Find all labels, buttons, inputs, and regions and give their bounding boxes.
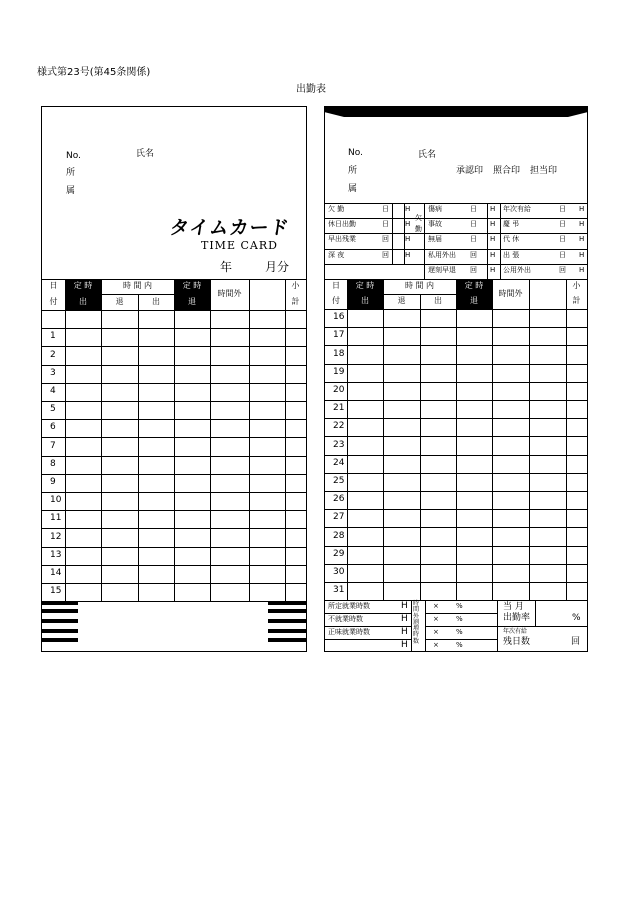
absence-vertical-label: 欠勤 [415, 214, 422, 233]
time-card-logo: タイムカード [168, 217, 291, 239]
left-name-label: 氏名 [136, 149, 155, 159]
row-line [325, 546, 587, 547]
summary-right-pre: 日 [559, 220, 566, 229]
summary-left-unit: H [405, 235, 411, 244]
summary-mid-label: 無届 [428, 235, 442, 244]
left-no-label: No. [66, 151, 81, 161]
footer-row-unit: H [401, 627, 408, 637]
grid-line [411, 600, 412, 652]
row-line [325, 418, 587, 419]
day-number: 31 [333, 585, 345, 596]
row-line [325, 473, 587, 474]
summary-mid-unit: H [490, 235, 496, 244]
left-dept-label-1: 所 [66, 168, 76, 178]
day-number: 7 [50, 440, 56, 451]
row-line [42, 601, 306, 602]
time-card-en-label: TIME CARD [201, 239, 278, 252]
scheduled-in-label-2: 出 [361, 296, 369, 306]
row-line [325, 564, 587, 565]
date-header-1: 日 [49, 281, 58, 291]
row-line [42, 419, 306, 420]
row-line [42, 437, 306, 438]
day-number: 3 [50, 367, 56, 378]
grid-line [487, 203, 488, 279]
right-dept-label-2: 属 [348, 184, 358, 194]
grid-line [424, 203, 425, 279]
summary-mid-unit: H [490, 220, 496, 229]
day-number: 17 [333, 330, 345, 341]
day-number: 4 [50, 385, 56, 396]
row-line [42, 328, 306, 329]
right-dept-label-1: 所 [348, 166, 358, 176]
footer-row-unit: H [401, 640, 408, 650]
summary-mid-pre: 回 [470, 265, 477, 274]
row-line [325, 364, 587, 365]
scheduled-in-label-1: 定 時 [73, 281, 93, 291]
summary-left-label: 深 夜 [328, 250, 345, 259]
summary-right-unit: H [579, 265, 585, 274]
day-number: 5 [50, 404, 56, 415]
left-year-label: 年 [220, 260, 233, 274]
summary-mid-pre: 日 [470, 235, 477, 244]
left-dept-label-2: 属 [66, 186, 76, 196]
grid-line [420, 294, 421, 600]
row-line [42, 528, 306, 529]
summary-right-pre: 日 [559, 235, 566, 244]
grid-line [138, 294, 139, 601]
day-number: 19 [333, 366, 345, 377]
scheduled-out-label-2: 退 [470, 296, 478, 306]
grid-line [535, 600, 536, 626]
day-number: 28 [333, 530, 345, 541]
attendance-rate-unit: % [572, 613, 581, 623]
check-stamp-label: 照合印 [493, 166, 521, 176]
day-number: 16 [333, 312, 345, 323]
row-line [325, 509, 587, 510]
summary-left-unit: H [405, 250, 411, 259]
summary-right-pre: 回 [559, 265, 566, 274]
footer-row-line [325, 626, 411, 627]
summary-right-label: 慶 弔 [503, 220, 520, 229]
subtotal-header-2: 計 [572, 296, 581, 306]
summary-right-unit: H [579, 205, 585, 213]
during-in-label: 出 [434, 296, 442, 306]
subtotal-header-1: 小 [572, 281, 581, 291]
footer-row-unit: H [401, 601, 408, 611]
row-line [42, 383, 306, 384]
summary-mid-pre: 回 [470, 250, 477, 259]
current-month-label: 当 月 [503, 602, 524, 612]
summary-mid-label: 傷病 [428, 205, 442, 213]
summary-left-pre: 回 [382, 250, 389, 259]
during-out-label: 退 [397, 296, 406, 306]
grid-line [500, 203, 501, 279]
summary-right-label: 代 休 [503, 235, 520, 244]
day-number: 30 [333, 566, 345, 577]
summary-left-unit: H [405, 220, 411, 229]
summary-mid-unit: H [490, 265, 496, 274]
row-line [42, 401, 306, 402]
right-name-label: 氏名 [418, 150, 437, 160]
summary-mid-label: 遅刻早退 [428, 265, 456, 274]
attendance-rate-label: 出勤率 [503, 613, 531, 623]
scheduled-out-label-1: 定 時 [464, 281, 484, 291]
right-card-top-band [324, 106, 588, 118]
summary-left-pre: 回 [382, 235, 389, 244]
day-number: 1 [50, 331, 56, 342]
summary-right-unit: H [579, 250, 585, 259]
day-number: 13 [50, 549, 62, 560]
summary-row-line [325, 233, 587, 234]
footer-row-line [425, 639, 497, 640]
summary-row-line [325, 264, 587, 265]
scheduled-in-label-2: 出 [79, 296, 87, 306]
summary-mid-pre: 日 [470, 205, 477, 213]
summary-right-label: 出 張 [503, 250, 520, 259]
day-number: 23 [333, 439, 345, 450]
row-line [42, 565, 306, 566]
footer-row-line [325, 639, 411, 640]
remaining-count-unit: 回 [571, 637, 581, 647]
row-line [42, 510, 306, 511]
day-number: 22 [333, 421, 345, 432]
summary-mid-unit: H [490, 250, 496, 259]
right-no-label: No. [348, 148, 363, 158]
summary-right-pre: 日 [559, 205, 566, 213]
row-line [325, 582, 587, 583]
summary-left-pre: 日 [382, 205, 389, 213]
charge-stamp-label: 担当印 [530, 166, 558, 176]
day-number: 25 [333, 475, 345, 486]
day-number: 6 [50, 422, 56, 433]
approval-stamp-label: 承認印 [456, 166, 484, 176]
summary-right-label: 公用外出 [503, 265, 531, 274]
date-header-1: 日 [332, 281, 340, 291]
footer-row-unit: H [401, 614, 408, 624]
summary-left-label: 早出残業 [328, 235, 356, 244]
overtime-header: 時間外 [498, 288, 523, 298]
during-hours-label: 時 間 内 [404, 281, 435, 291]
day-number: 29 [333, 548, 345, 559]
row-line [325, 345, 587, 346]
footer-line [497, 626, 587, 627]
summary-right-label: 年次有給 [503, 205, 531, 213]
summary-left-label: 休日出勤 [328, 220, 356, 229]
left-month-label: 月分 [265, 260, 290, 274]
footer-multiplier: × [433, 641, 439, 649]
summary-row-line [325, 218, 587, 219]
summary-top-line [325, 203, 587, 204]
footer-row-label: 所定就業時数 [328, 602, 370, 610]
summary-left-label: 欠 勤 [328, 205, 345, 213]
day-number: 9 [50, 476, 56, 487]
footer-multiplier: × [433, 602, 439, 610]
row-line [42, 456, 306, 457]
day-number: 12 [50, 531, 62, 542]
during-in-label: 出 [152, 296, 160, 306]
row-line [42, 365, 306, 366]
summary-mid-pre: 日 [470, 220, 477, 229]
summary-left-pre: 日 [382, 220, 389, 229]
paid-leave-label: 年次有給 [503, 628, 528, 635]
day-number: 24 [333, 457, 345, 468]
form-number: 様式第23号(第45条関係) [37, 67, 151, 78]
row-line [42, 474, 306, 475]
day-number: 18 [333, 348, 345, 359]
scheduled-out-label-1: 定 時 [182, 281, 202, 291]
row-line [325, 400, 587, 401]
day-number: 11 [50, 513, 62, 524]
during-hours-label: 時 間 内 [122, 281, 153, 291]
summary-right-pre: 日 [559, 250, 566, 259]
summary-left-unit: H [405, 205, 411, 213]
summary-mid-label: 私用外出 [428, 250, 456, 259]
row-line [325, 436, 587, 437]
footer-row-line [425, 613, 497, 614]
row-line [42, 547, 306, 548]
row-line [325, 491, 587, 492]
footer-percent: % [456, 641, 463, 649]
footer-multiplier: × [433, 628, 439, 636]
row-line [42, 492, 306, 493]
form-title: 出勤表 [296, 84, 326, 95]
day-number: 10 [50, 495, 62, 506]
day-number: 20 [333, 384, 345, 395]
day-number: 15 [50, 586, 62, 597]
scheduled-out-label-2: 退 [188, 296, 196, 306]
subtotal-header-1: 小 [291, 281, 300, 291]
row-line [325, 327, 587, 328]
footer-multiplier: × [433, 615, 439, 623]
scheduled-in-label-1: 定 時 [355, 281, 375, 291]
subtotal-header-2: 計 [291, 296, 300, 306]
footer-row-label: 不就業時数 [328, 615, 363, 623]
day-number: 2 [50, 349, 56, 360]
footer-row-label: 正味就業時数 [328, 628, 370, 636]
date-header-2: 付 [332, 296, 340, 306]
footer-row-line [425, 626, 497, 627]
footer-percent: % [456, 615, 463, 623]
footer-percent: % [456, 602, 463, 610]
grid-line [392, 203, 393, 264]
date-header-2: 付 [49, 296, 58, 306]
footer-row-line [325, 613, 411, 614]
row-line [42, 583, 306, 584]
summary-mid-label: 事故 [428, 220, 442, 229]
day-number: 21 [333, 403, 345, 414]
summary-mid-unit: H [490, 205, 496, 213]
overtime-premium-vertical-label: 時間外割増時数 [413, 600, 420, 645]
row-line [325, 455, 587, 456]
footer-percent: % [456, 628, 463, 636]
overtime-header: 時間外 [217, 289, 242, 299]
day-number: 26 [333, 494, 345, 505]
during-out-label: 退 [115, 296, 124, 306]
summary-row-line [325, 249, 587, 250]
day-number: 14 [50, 567, 62, 578]
day-number: 8 [50, 458, 56, 469]
remaining-days-label: 残日数 [503, 637, 531, 647]
row-line [325, 527, 587, 528]
row-line [325, 382, 587, 383]
row-line [42, 346, 306, 347]
day-number: 27 [333, 512, 345, 523]
summary-right-unit: H [579, 220, 585, 229]
summary-right-unit: H [579, 235, 585, 244]
